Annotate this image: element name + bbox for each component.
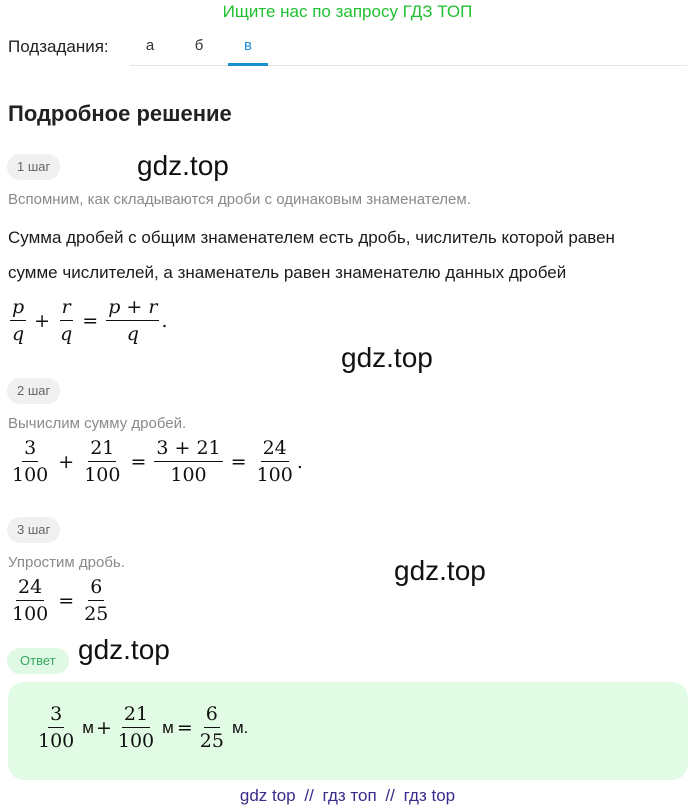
watermark: gdz.top	[137, 150, 229, 181]
step-2-formula: $\frac{3}{100}$ + $\frac{21}{100}$ = $\frac{3 + 21}{100}$ = $\frac{24}{100}$ .	[12, 437, 303, 486]
step-1-text-line1: Сумма дробей с общим знаменателем есть дробь, числитель которой равен	[8, 228, 615, 247]
watermark: gdz.top	[78, 634, 170, 665]
tab-b[interactable]: б	[194, 37, 204, 54]
answer-badge: Ответ	[7, 648, 69, 674]
footer-link[interactable]: гдз top	[403, 786, 456, 805]
answer-formula: $\frac{3}{100}$ м + $\frac{21}{100}$ м = $\frac{6}{25}$ м.	[38, 703, 249, 752]
tab-v[interactable]: в	[228, 28, 268, 66]
step-3-badge: 3 шаг	[7, 517, 60, 543]
fraction: $\frac{6}{25}$	[199, 703, 224, 752]
tab-a[interactable]: а	[145, 37, 155, 54]
step-2-badge: 2 шаг	[7, 378, 60, 404]
step-1-badge: 1 шаг	[7, 154, 60, 180]
step-2-note: Вычислим сумму дробей.	[8, 415, 187, 432]
fraction: $\frac{3 + 21}{100}$	[156, 437, 221, 486]
fraction: $\frac{24}{100}$	[256, 437, 293, 486]
footer-link[interactable]: gdz top	[239, 786, 296, 805]
fraction: $\frac{r}{q}$	[60, 296, 73, 345]
step-3-note: Упростим дробь.	[8, 554, 125, 571]
fraction: $\frac{6}{25}$	[84, 576, 109, 625]
fraction: $\frac{p}{q}$	[12, 296, 25, 345]
watermark: gdz.top	[341, 342, 433, 373]
fraction: $\frac{21}{100}$	[117, 703, 155, 752]
step-1-formula: $\frac{p}{q}$ + $\frac{r}{q}$ = $\frac{p + r}{q}$ .	[12, 296, 168, 345]
watermark: gdz.top	[394, 555, 486, 586]
step-3-formula: $\frac{24}{100}$ = $\frac{6}{25}$	[12, 576, 109, 625]
step-1-text-line2: сумме числителей, а знаменатель равен знаменателю данных дробей	[8, 263, 567, 282]
subtask-tabs	[130, 28, 687, 66]
fraction: $\frac{p + r}{q}$	[108, 296, 158, 345]
promo-banner: Ищите нас по запросу ГДЗ ТОП	[222, 2, 473, 21]
footer-links	[0, 786, 695, 806]
footer-separator: //	[385, 786, 395, 805]
footer-separator: //	[304, 786, 314, 805]
page-title: Подробное решение	[8, 101, 232, 126]
subtasks-label: Подзадания:	[8, 37, 109, 56]
fraction: $\frac{3}{100}$	[12, 437, 49, 486]
fraction: $\frac{21}{100}$	[84, 437, 121, 486]
fraction: $\frac{3}{100}$	[38, 703, 75, 752]
fraction: $\frac{24}{100}$	[12, 576, 49, 625]
step-1-note: Вспомним, как складываются дроби с одинаковым знаменателем.	[8, 191, 471, 208]
footer-link[interactable]: гдз топ	[322, 786, 377, 805]
